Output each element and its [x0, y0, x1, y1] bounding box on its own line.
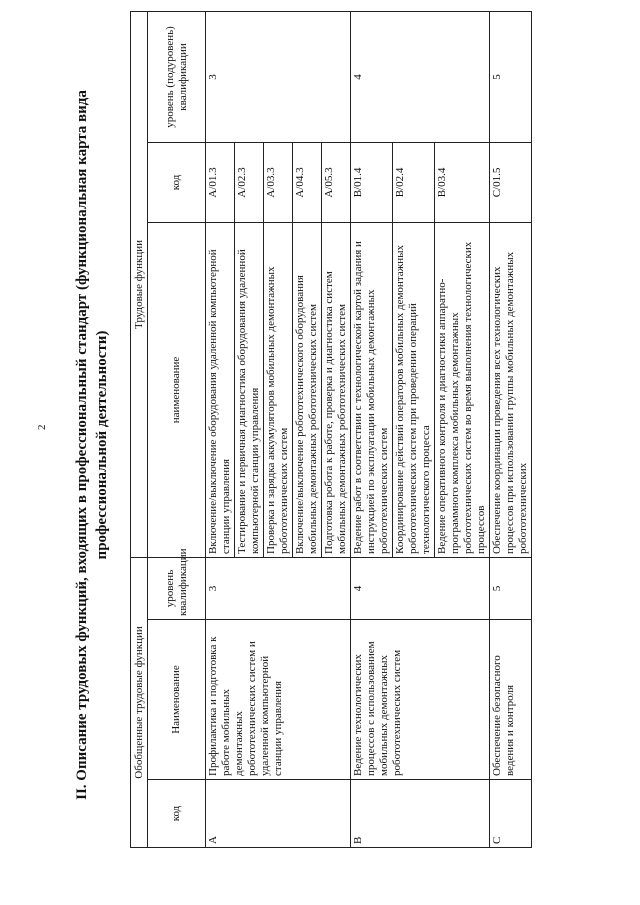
labor-level-header: уровень (подуровень) квалификации — [148, 11, 206, 142]
level-header: уровень квалификации — [148, 557, 206, 619]
group-code: B — [351, 780, 490, 848]
function-code: C/01.5 — [490, 142, 532, 222]
group-level: 5 — [490, 557, 532, 619]
function-name: Координирование действий операторов мобильных демонтажных робототехнических систем при проведении операций технологического процесса — [393, 222, 435, 557]
code-header: код — [148, 780, 206, 848]
section-title — [72, 55, 112, 835]
group-level: 3 — [206, 557, 351, 619]
function-name: Тестирование и первичная диагностика оборудования удаленной компьютерной станции управления — [235, 222, 264, 557]
function-level: 5 — [490, 11, 532, 142]
generalized-functions-header: Обобщенные трудовые функции — [131, 557, 148, 847]
function-code: A/03.3 — [264, 142, 293, 222]
function-code: A/04.3 — [293, 142, 322, 222]
functional-map-table-container — [130, 12, 529, 848]
page-number: 2 — [36, 424, 48, 430]
functional-map-table — [130, 11, 532, 848]
labor-code-header: код — [148, 142, 206, 222]
labor-functions-header: Трудовые функции — [131, 11, 148, 557]
function-name: Проверка и зарядка аккумуляторов мобильных демонтажных робототехнических систем — [264, 222, 293, 557]
function-name: Подготовка робота к работе, проверка и диагностика систем мобильных демонтажных робототехнических систем — [322, 222, 351, 557]
group-name: Обеспечение безопасного ведения и контроля — [490, 620, 532, 780]
function-code: A/05.3 — [322, 142, 351, 222]
group-level: 4 — [351, 557, 490, 619]
table-row — [206, 11, 235, 847]
function-code: A/01.3 — [206, 142, 235, 222]
group-name: Профилактика и подготовка к работе мобильных демонтажных робототехнических систем и удаленной компьютерной станции управления — [206, 620, 351, 780]
function-level: 3 — [206, 11, 351, 142]
function-level: 4 — [351, 11, 490, 142]
section-title-line2: профессиональной деятельности) — [94, 330, 110, 560]
function-code: B/01.4 — [351, 142, 393, 222]
function-name: Ведение оперативного контроля и диагностики аппаратно-программного комплекса мобильных демонтажных робототехнических систем во время выполнения технологических процессов — [435, 222, 490, 557]
group-code: C — [490, 780, 532, 848]
function-code: B/03.4 — [435, 142, 490, 222]
section-title-line1: II. Описание трудовых функций, входящих в профессиональный стандарт (функциональная карта вида — [74, 90, 90, 800]
group-code: A — [206, 780, 351, 848]
name-header: Наименование — [148, 620, 206, 780]
group-name: Ведение технологических процессов с использованием мобильных демонтажных робототехнических систем — [351, 620, 490, 780]
table-row — [351, 11, 393, 847]
table-row — [490, 11, 532, 847]
function-name: Включение/выключение робототехнического оборудования мобильных демонтажных робототехнических систем — [293, 222, 322, 557]
labor-name-header: наименование — [148, 222, 206, 557]
function-code: A/02.3 — [235, 142, 264, 222]
function-name: Ведение работ в соответствии с технологической картой задания и инструкцией по эксплуатации мобильных демонтажных робототехнических систем — [351, 222, 393, 557]
function-name: Обеспечение координации проведения всех технологических процессов при использовании группы мобильных демонтажных робототехнических — [490, 222, 532, 557]
function-name: Включение/выключение оборудования удаленной компьютерной станции управления — [206, 222, 235, 557]
function-code: B/02.4 — [393, 142, 435, 222]
